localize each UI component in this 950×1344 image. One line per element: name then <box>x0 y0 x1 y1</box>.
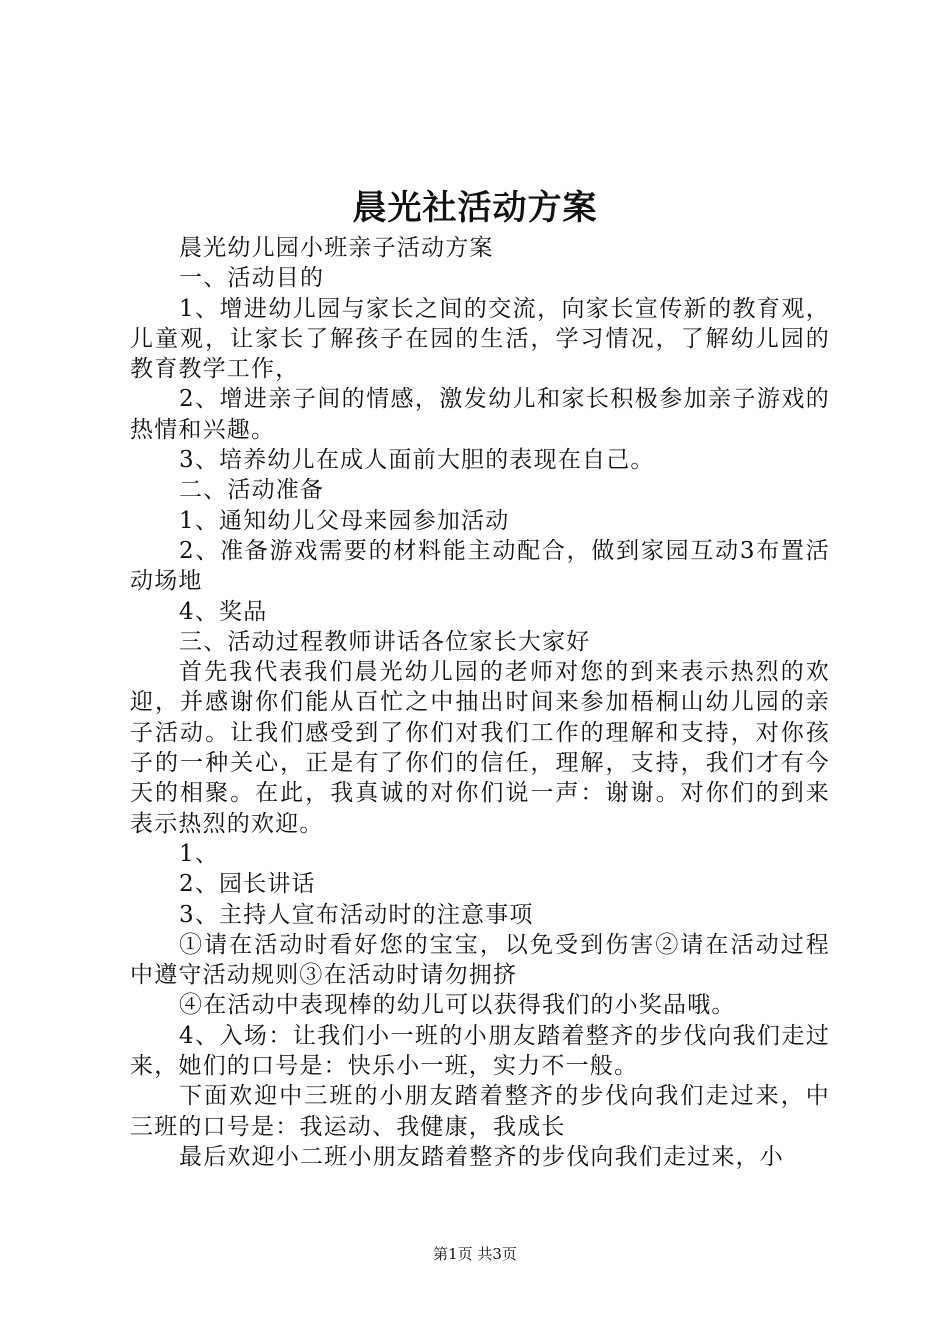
paragraph: ①请在活动时看好您的宝宝，以免受到伤害②请在活动过程中遵守活动规则③在活动时请勿拥挤 <box>130 931 830 989</box>
paragraph: 1、增进幼儿园与家长之间的交流，向家长宣传新的教育观，儿童观，让家长了解孩子在园的生活，学习情况，了解幼儿园的教育教学工作， <box>130 295 830 383</box>
paragraph: 1、通知幼儿父母来园参加活动 <box>179 507 510 534</box>
paragraph: 2、园长讲话 <box>179 871 316 898</box>
paragraph: 2、准备游戏需要的材料能主动配合，做到家园互动3布置活动场地 <box>130 537 830 595</box>
document-body <box>130 233 830 1172</box>
paragraph: 3、主持人宣布活动时的注意事项 <box>179 901 534 928</box>
paragraph: 下面欢迎中三班的小朋友踏着整齐的步伐向我们走过来，中三班的口号是：我运动、我健康，我成长 <box>130 1083 830 1140</box>
paragraph: 最后欢迎小二班小朋友踏着整齐的步伐向我们走过来，小 <box>179 1143 784 1170</box>
section-heading: 一、活动目的 <box>179 265 325 292</box>
paragraph: 首先我代表我们晨光幼儿园的老师对您的到来表示热烈的欢迎，并感谢你们能从百忙之中抽出时间来参加梧桐山幼儿园的亲子活动。让我们感受到了你们对我们工作的理解和支持，对你孩子的一种关心，正是有了你们的信任，理解，支持，我们才有今天的相聚。在此，我真诚的对你们说一声：谢谢。对你们的到来表示热烈的欢迎。 <box>130 659 830 837</box>
paragraph: 1、 <box>179 840 220 867</box>
section-heading: 二、活动准备 <box>179 477 325 504</box>
section-heading: 三、活动过程教师讲话各位家长大家好 <box>179 628 591 655</box>
paragraph: 晨光幼儿园小班亲子活动方案 <box>179 235 494 261</box>
paragraph: 4、奖品 <box>179 598 268 625</box>
paragraph: 4、入场：让我们小一班的小朋友踏着整齐的步伐向我们走过来，她们的口号是：快乐小一班，实力不一般。 <box>130 1022 830 1080</box>
paragraph: ④在活动中表现棒的幼儿可以获得我们的小奖品哦。 <box>179 992 736 1019</box>
document-title: 晨光社活动方案 <box>352 188 598 228</box>
paragraph: 2、增进亲子间的情感，激发幼儿和家长积极参加亲子游戏的热情和兴趣。 <box>130 386 830 443</box>
page-footer: 第1页 共3页 <box>433 1245 517 1263</box>
paragraph: 3、培养幼儿在成人面前大胆的表现在自己。 <box>179 447 655 474</box>
